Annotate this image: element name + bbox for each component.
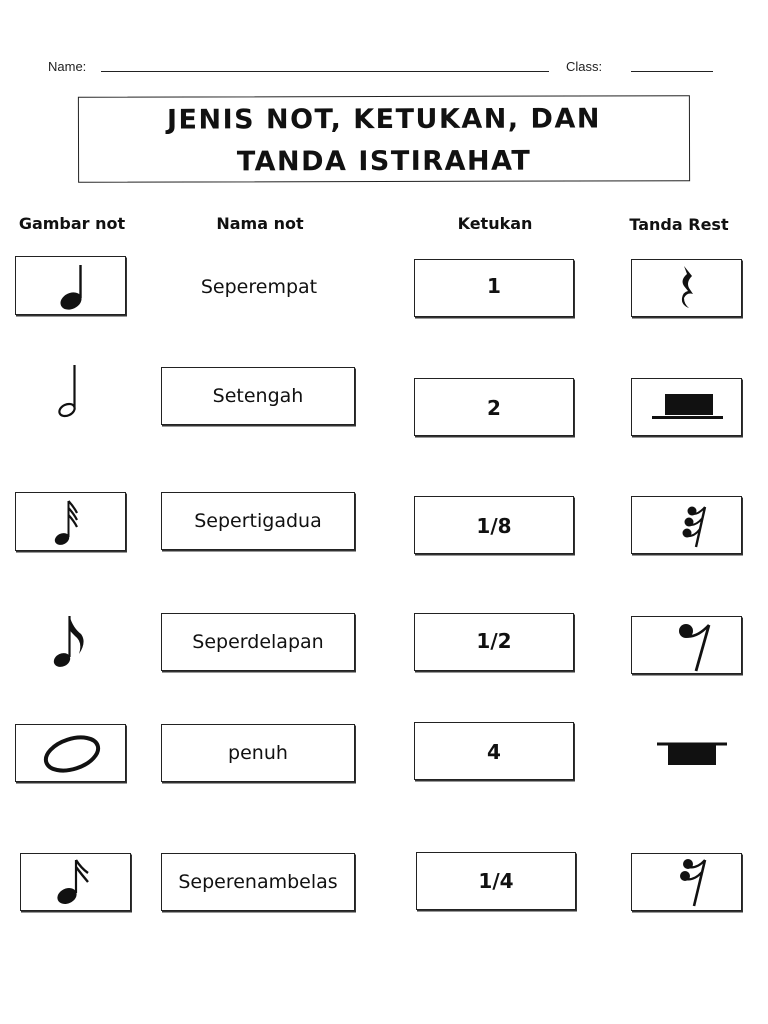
name-input-line[interactable] [101,71,549,72]
note-name-text-5: penuh [228,742,288,764]
rest-box-5 [631,730,742,780]
page-title-line-1: JENIS NOT, KETUKAN, DAN [166,103,601,136]
note-image-box-3 [15,492,126,551]
title-box [78,95,690,183]
note-image-box-4 [15,612,126,672]
rest-box-3 [631,496,742,554]
note-image-box-1 [15,256,126,315]
beats-box-4 [414,613,574,671]
sixteenth-rest-icon [632,854,743,912]
whole-rest-icon [631,730,742,780]
beats-box-3 [414,496,574,554]
note-name-1 [160,276,358,306]
rest-box-1 [631,259,742,317]
column-header-name: Nama not [216,214,304,233]
quarter-rest-icon [632,260,743,318]
note-name-text-3: Sepertigadua [194,510,322,532]
note-name-5 [161,724,355,782]
note-image-box-5 [15,724,126,782]
beats-box-2 [414,378,574,436]
note-image-box-2 [15,362,126,422]
class-input-line[interactable] [631,71,713,72]
thirty-second-note-icon [16,493,127,552]
column-header-rest: Tanda Rest [629,215,729,234]
rest-box-2 [631,378,742,436]
page-title-line-2: TANDA ISTIRAHAT [236,145,532,178]
note-name-text-1: Seperempat [200,276,318,298]
note-name-6 [161,853,355,911]
note-image-box-6 [20,853,131,911]
eighth-rest-icon [632,617,743,675]
eighth-note-icon [15,612,126,672]
beats-text-4: 1/2 [476,629,512,653]
column-header-image: Gambar not [18,214,126,233]
rest-box-6 [631,853,742,911]
sixteenth-rest-icon [632,497,743,555]
rest-box-4 [631,616,742,674]
beats-text-3: 1/8 [476,514,512,538]
quarter-note-icon [16,257,127,316]
note-name-text-6: Seperenambelas [178,871,338,893]
half-rest-icon [632,379,743,437]
class-label: Class: [566,59,603,74]
note-name-2 [161,367,355,425]
beats-box-5 [414,722,574,780]
beats-text-5: 4 [487,740,501,764]
beats-text-6: 1/4 [478,869,514,893]
half-note-icon [15,362,126,422]
column-header-beats: Ketukan [457,214,533,233]
beats-text-1: 1 [487,274,501,298]
name-label: Name: [48,59,87,74]
sixteenth-note-icon [21,854,132,912]
note-name-4 [161,613,355,671]
beats-text-2: 2 [487,396,501,420]
note-name-text-2: Setengah [212,385,304,407]
beats-box-6 [416,852,576,910]
beats-box-1 [414,259,574,317]
note-name-text-4: Seperdelapan [192,631,324,653]
whole-note-icon [16,725,127,783]
note-name-3 [161,492,355,550]
